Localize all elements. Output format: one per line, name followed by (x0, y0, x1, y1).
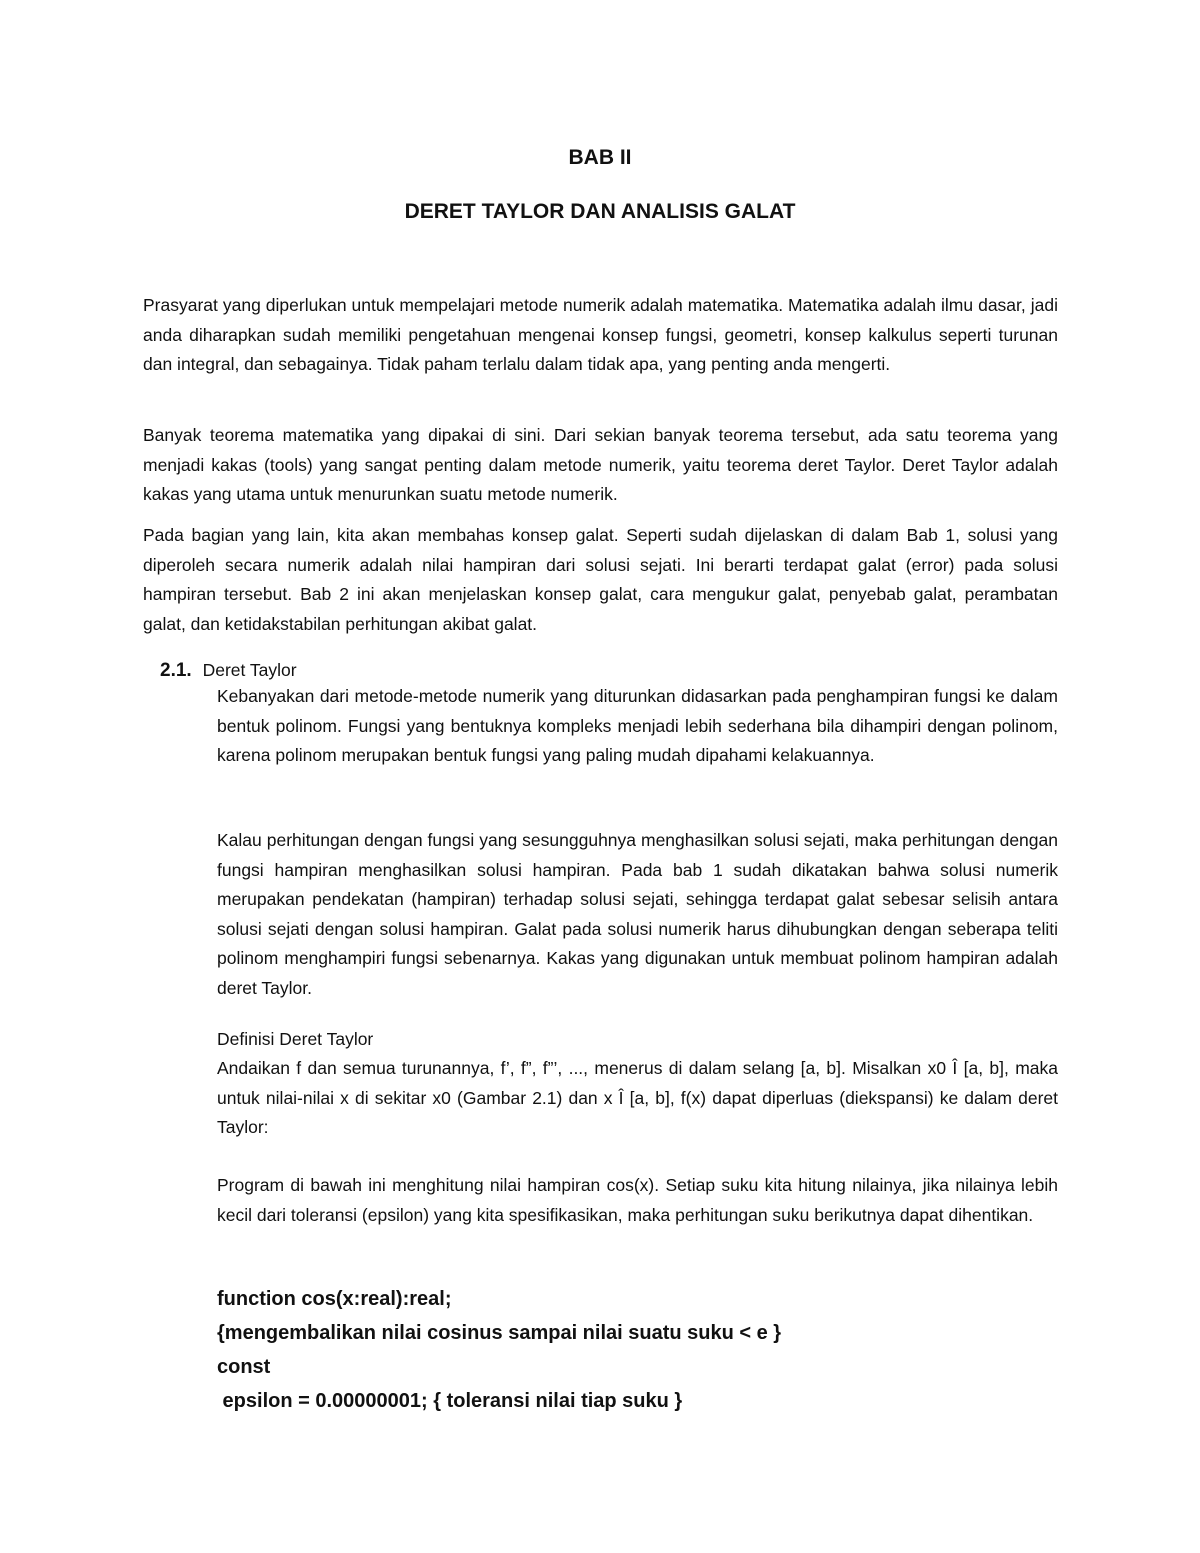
section-paragraph-2: Kalau perhitungan dengan fungsi yang sesungguhnya menghasilkan solusi sejati, maka perhitungan dengan fungsi hampiran menghasilkan solusi hampiran. Pada bab 1 sudah dikatakan bahwa solusi numerik merupakan pendekatan (hampiran) terhadap solusi sejati, sehingga terdapat galat sebesar selisih antara solusi sejati dengan solusi hampiran. Galat pada solusi numerik harus dihubungkan dengan seberapa teliti polinom menghampiri fungsi sebenarnya. Kakas yang digunakan untuk membuat polinom hampiran adalah deret Taylor. (217, 830, 1058, 998)
section-title: Deret Taylor (202, 660, 297, 680)
chapter-heading: BAB II (568, 146, 632, 169)
definition-text: Andaikan f dan semua turunannya, f’, f”, f”’, ..., menerus di dalam selang [a, b]. Misalkan x0 Î [a, b], maka untuk nilai-nilai x di sekitar x0 (Gambar 2.1) dan x Î [a, b], f(x) dapat diperluas (diekspansi) ke dalam deret Taylor: (217, 1058, 1058, 1137)
section-number: 2.1. (160, 660, 192, 681)
definition-title: Definisi Deret Taylor (217, 1029, 374, 1049)
chapter-title: DERET TAYLOR DAN ANALISIS GALAT (404, 200, 796, 223)
section-paragraph-1: Kebanyakan dari metode-metode numerik yang diturunkan didasarkan pada penghampiran fungsi ke dalam bentuk polinom. Fungsi yang bentuknya kompleks menjadi lebih sederhana bila dihampiri dengan polinom, karena polinom merupakan bentuk fungsi yang paling mudah dipahami kelakuannya. (217, 686, 1058, 765)
intro-paragraph-3: Pada bagian yang lain, kita akan membahas konsep galat. Seperti sudah dijelaskan di dalam Bab 1, solusi yang diperoleh secara numerik adalah nilai hampiran dari solusi sejati. Ini berarti terdapat galat (error) pada solusi hampiran tersebut. Bab 2 ini akan menjelaskan konsep galat, cara mengukur galat, penyebab galat, perambatan galat, dan ketidakstabilan perhitungan akibat galat. (143, 525, 1058, 634)
code-line-1: function cos(x:real):real; (217, 1288, 452, 1310)
intro-paragraph-2: Banyak teorema matematika yang dipakai di sini. Dari sekian banyak teorema tersebut, ada satu teorema yang menjadi kakas (tools) yang sangat penting dalam metode numerik, yaitu teorema deret Taylor. Deret Taylor adalah kakas yang utama untuk menurunkan suatu metode numerik. (143, 425, 1058, 504)
code-line-4: epsilon = 0.00000001; { toleransi nilai tiap suku } (217, 1390, 683, 1412)
intro-paragraph-1: Prasyarat yang diperlukan untuk mempelajari metode numerik adalah matematika. Matematika adalah ilmu dasar, jadi anda diharapkan sudah memiliki pengetahuan mengenai konsep fungsi, geometri, konsep kalkulus seperti turunan dan integral, dan sebagainya. Tidak paham terlalu dalam tidak apa, yang penting anda mengerti. (143, 295, 1058, 374)
code-line-2: {mengembalikan nilai cosinus sampai nilai suatu suku < e } (217, 1322, 782, 1344)
code-line-3: const (217, 1356, 271, 1378)
program-description: Program di bawah ini menghitung nilai hampiran cos(x). Setiap suku kita hitung nilainya, jika nilainya lebih kecil dari toleransi (epsilon) yang kita spesifikasikan, maka perhitungan suku berikutnya dapat dihentikan. (217, 1175, 1058, 1225)
